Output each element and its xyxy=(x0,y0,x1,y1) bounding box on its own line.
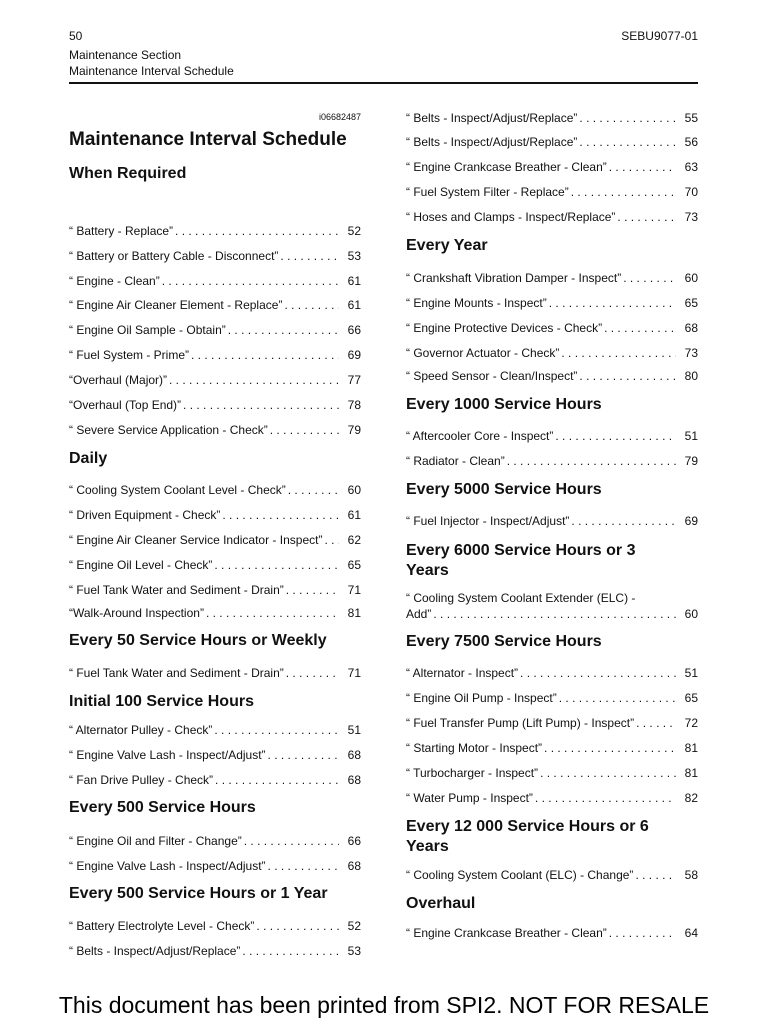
entry-page: 68 xyxy=(347,773,361,787)
header-rule xyxy=(69,82,698,84)
entry-page: 66 xyxy=(347,834,361,848)
entry-text: “ Battery or Battery Cable - Disconnect” xyxy=(69,249,279,263)
entry-page: 68 xyxy=(347,748,361,762)
entry-page: 65 xyxy=(347,558,361,572)
dot-leader xyxy=(169,372,339,388)
schedule-entry xyxy=(69,943,361,959)
schedule-entry xyxy=(69,833,361,849)
dot-leader xyxy=(206,605,339,621)
schedule-entry xyxy=(406,665,698,681)
schedule-entry xyxy=(69,372,361,388)
entry-text: “ Engine Mounts - Inspect” xyxy=(406,296,547,310)
entry-page: 51 xyxy=(347,723,361,737)
interval-heading: Every 500 Service Hours or 1 Year xyxy=(69,885,328,902)
interval-heading: Overhaul xyxy=(406,895,476,912)
schedule-entry xyxy=(406,690,698,706)
dot-leader xyxy=(559,690,676,706)
schedule-entry xyxy=(69,397,361,413)
interval-heading: Every Year xyxy=(406,237,488,254)
entry-text: “ Fuel System Filter - Replace” xyxy=(406,185,569,199)
entry-text-line2: Add” xyxy=(406,607,432,621)
interval-heading: Every 50 Service Hours or Weekly xyxy=(69,632,327,649)
schedule-entry xyxy=(69,322,361,338)
entry-text: “ Engine Oil Pump - Inspect” xyxy=(406,691,557,705)
entry-text: “ Speed Sensor - Clean/Inspect” xyxy=(406,369,578,383)
entry-text: “ Turbocharger - Inspect” xyxy=(406,766,539,780)
interval-heading: Every 1000 Service Hours xyxy=(406,396,602,413)
schedule-entry xyxy=(69,858,361,874)
dot-leader xyxy=(256,918,339,934)
interval-heading: Daily xyxy=(69,450,108,467)
dot-leader xyxy=(244,833,339,849)
dot-leader xyxy=(162,273,339,289)
dot-leader xyxy=(540,765,676,781)
dot-leader xyxy=(284,297,339,313)
dot-leader xyxy=(222,507,339,523)
entry-page: 51 xyxy=(684,666,698,680)
entry-page: 68 xyxy=(347,859,361,873)
schedule-entry xyxy=(69,507,361,523)
print-notice: This document has been printed from SPI2. NOT FOR RESALE xyxy=(58,992,710,1018)
entry-text: “ Engine Protective Devices - Check” xyxy=(406,321,603,335)
entry-text: “ Fan Drive Pulley - Check” xyxy=(69,773,214,787)
dot-leader xyxy=(215,772,339,788)
dot-leader xyxy=(286,582,339,598)
dot-leader xyxy=(549,295,676,311)
entry-page: 52 xyxy=(347,919,361,933)
schedule-entry xyxy=(69,482,361,498)
schedule-entry xyxy=(69,665,361,681)
entry-text: “ Alternator - Inspect” xyxy=(406,666,519,680)
entry-text: “ Belts - Inspect/Adjust/Replace” xyxy=(406,135,578,149)
dot-leader xyxy=(191,347,339,363)
entry-text: “Overhaul (Top End)” xyxy=(69,398,182,412)
entry-page: 77 xyxy=(347,373,361,387)
entry-text: “ Starting Motor - Inspect” xyxy=(406,741,543,755)
schedule-entry xyxy=(69,297,361,313)
schedule-entry xyxy=(406,184,698,200)
dot-leader xyxy=(604,320,676,336)
entry-text: “ Aftercooler Core - Inspect” xyxy=(406,429,554,443)
schedule-entry xyxy=(69,918,361,934)
dot-leader xyxy=(571,513,676,529)
entry-page: 72 xyxy=(684,716,698,730)
dot-leader xyxy=(544,740,676,756)
schedule-entry xyxy=(406,428,698,444)
page-number: 50 xyxy=(69,29,83,43)
entry-text: “ Governor Actuator - Check” xyxy=(406,346,560,360)
entry-page: 51 xyxy=(684,429,698,443)
entry-text: “ Engine Valve Lash - Inspect/Adjust” xyxy=(69,859,266,873)
dot-leader xyxy=(228,322,339,338)
dot-leader xyxy=(433,606,676,622)
interval-heading: Every 6000 Service Hours or 3 Years xyxy=(406,542,636,579)
dot-leader xyxy=(324,532,339,548)
entry-page: 71 xyxy=(347,666,361,680)
interval-heading: Initial 100 Service Hours xyxy=(69,693,254,710)
dot-leader xyxy=(175,223,339,239)
dot-leader xyxy=(270,422,339,438)
entry-text: “ Battery Electrolyte Level - Check” xyxy=(69,919,255,933)
dot-leader xyxy=(268,858,339,874)
document-number: SEBU9077-01 xyxy=(621,29,698,43)
entry-page: 61 xyxy=(347,274,361,288)
entry-page: 71 xyxy=(347,583,361,597)
entry-text: “ Water Pump - Inspect” xyxy=(406,791,533,805)
page-title: Maintenance Interval Schedule xyxy=(69,129,347,150)
schedule-entry xyxy=(406,345,698,361)
entry-text: “ Severe Service Application - Check” xyxy=(69,423,268,437)
entry-page: 56 xyxy=(684,135,698,149)
entry-text: “ Crankshaft Vibration Damper - Inspect” xyxy=(406,271,622,285)
dot-leader xyxy=(183,397,339,413)
interval-heading: Every 5000 Service Hours xyxy=(406,481,602,498)
schedule-entry xyxy=(69,273,361,289)
entry-page: 78 xyxy=(347,398,361,412)
schedule-entry xyxy=(406,867,698,883)
dot-leader xyxy=(214,557,339,573)
entry-text: “ Battery - Replace” xyxy=(69,224,174,238)
entry-text: “ Fuel Tank Water and Sediment - Drain” xyxy=(69,583,284,597)
schedule-entry xyxy=(406,765,698,781)
entry-text: “Overhaul (Major)” xyxy=(69,373,168,387)
dot-leader xyxy=(635,867,676,883)
schedule-entry xyxy=(69,747,361,763)
schedule-entry xyxy=(406,740,698,756)
section-label: Maintenance Section xyxy=(69,48,182,62)
doc-id: i06682487 xyxy=(318,112,361,122)
dot-leader xyxy=(242,943,339,959)
entry-page: 81 xyxy=(684,766,698,780)
schedule-entry xyxy=(69,557,361,573)
entry-text: “ Engine Oil Level - Check” xyxy=(69,558,213,572)
schedule-entry xyxy=(69,772,361,788)
schedule-entry xyxy=(406,715,698,731)
schedule-entry xyxy=(69,582,361,598)
entry-page: 79 xyxy=(684,454,698,468)
schedule-entry xyxy=(406,453,698,469)
entry-text: “Walk-Around Inspection” xyxy=(69,606,204,620)
schedule-entry xyxy=(406,209,698,225)
entry-page: 70 xyxy=(684,185,698,199)
dot-leader xyxy=(609,925,676,941)
entry-page: 60 xyxy=(347,483,361,497)
dot-leader xyxy=(636,715,676,731)
dot-leader xyxy=(535,790,676,806)
dot-leader xyxy=(507,453,676,469)
schedule-entry xyxy=(406,925,698,941)
dot-leader xyxy=(623,270,676,286)
schedule-entry xyxy=(69,422,361,438)
entry-page: 66 xyxy=(347,323,361,337)
entry-text: “ Engine Valve Lash - Inspect/Adjust” xyxy=(69,748,266,762)
dot-leader xyxy=(579,134,676,150)
schedule-entry xyxy=(406,159,698,175)
schedule-entry xyxy=(69,722,361,738)
entry-text: “ Engine Crankcase Breather - Clean” xyxy=(406,160,607,174)
entry-text: “ Fuel System - Prime” xyxy=(69,348,190,362)
entry-page: 73 xyxy=(684,346,698,360)
dot-leader xyxy=(268,747,339,763)
dot-leader xyxy=(571,184,676,200)
entry-page: 65 xyxy=(684,296,698,310)
dot-leader xyxy=(579,110,676,126)
entry-text: “ Fuel Transfer Pump (Lift Pump) - Inspect” xyxy=(406,716,635,730)
entry-text: “ Cooling System Coolant (ELC) - Change” xyxy=(406,868,634,882)
dot-leader xyxy=(520,665,676,681)
entry-text: “ Hoses and Clamps - Inspect/Replace” xyxy=(406,210,616,224)
entry-page: 82 xyxy=(684,791,698,805)
dot-leader xyxy=(214,722,339,738)
dot-leader xyxy=(561,345,676,361)
entry-page: 79 xyxy=(347,423,361,437)
dot-leader xyxy=(286,665,339,681)
schedule-entry xyxy=(69,605,361,621)
entry-page: 60 xyxy=(684,271,698,285)
entry-page: 61 xyxy=(347,508,361,522)
schedule-entry xyxy=(69,532,361,548)
entry-page: 53 xyxy=(347,249,361,263)
entry-text: “ Engine Crankcase Breather - Clean” xyxy=(406,926,607,940)
entry-text: “ Radiator - Clean” xyxy=(406,454,505,468)
entry-page: 60 xyxy=(684,607,698,621)
interval-heading: When Required xyxy=(69,165,187,182)
entry-text: “ Fuel Injector - Inspect/Adjust” xyxy=(406,514,570,528)
schedule-entry xyxy=(406,368,698,384)
entry-text: “ Engine Oil Sample - Obtain” xyxy=(69,323,226,337)
entry-text: “ Engine Air Cleaner Element - Replace” xyxy=(69,298,283,312)
entry-page: 55 xyxy=(684,111,698,125)
schedule-entry xyxy=(406,320,698,336)
dot-leader xyxy=(609,159,676,175)
entry-page: 81 xyxy=(347,606,361,620)
entry-text: “ Driven Equipment - Check” xyxy=(69,508,221,522)
entry-page: 80 xyxy=(684,369,698,383)
subsection-label: Maintenance Interval Schedule xyxy=(69,64,234,78)
schedule-entry xyxy=(69,347,361,363)
schedule-entry xyxy=(406,590,698,622)
entry-page: 69 xyxy=(684,514,698,528)
schedule-entry xyxy=(406,134,698,150)
entry-text: “ Alternator Pulley - Check” xyxy=(69,723,213,737)
entry-text: “ Engine Oil and Filter - Change” xyxy=(69,834,242,848)
schedule-entry xyxy=(69,248,361,264)
entry-page: 69 xyxy=(347,348,361,362)
entry-page: 58 xyxy=(684,868,698,882)
dot-leader xyxy=(288,482,339,498)
interval-heading: Every 500 Service Hours xyxy=(69,799,256,816)
entry-page: 64 xyxy=(684,926,698,940)
entry-text: “ Fuel Tank Water and Sediment - Drain” xyxy=(69,666,284,680)
entry-page: 63 xyxy=(684,160,698,174)
interval-heading: Every 7500 Service Hours xyxy=(406,633,602,650)
schedule-entry xyxy=(406,790,698,806)
entry-page: 61 xyxy=(347,298,361,312)
schedule-entry xyxy=(406,295,698,311)
entry-page: 53 xyxy=(347,944,361,958)
entry-text: “ Belts - Inspect/Adjust/Replace” xyxy=(406,111,578,125)
entry-text: “ Engine Air Cleaner Service Indicator - Inspect” xyxy=(69,533,323,547)
entry-page: 52 xyxy=(347,224,361,238)
entry-text: “ Belts - Inspect/Adjust/Replace” xyxy=(69,944,241,958)
dot-leader xyxy=(579,368,676,384)
entry-page: 62 xyxy=(347,533,361,547)
entry-page: 68 xyxy=(684,321,698,335)
dot-leader xyxy=(617,209,676,225)
schedule-entry xyxy=(406,513,698,529)
entry-text: “ Cooling System Coolant Level - Check” xyxy=(69,483,286,497)
schedule-entry xyxy=(406,110,698,126)
entry-page: 81 xyxy=(684,741,698,755)
entry-page: 65 xyxy=(684,691,698,705)
entry-page: 73 xyxy=(684,210,698,224)
interval-heading: Every 12 000 Service Hours or 6 Years xyxy=(406,818,649,855)
dot-leader xyxy=(280,248,339,264)
dot-leader xyxy=(555,428,676,444)
entry-text-line1: “ Cooling System Coolant Extender (ELC) - xyxy=(406,591,636,605)
entry-text: “ Engine - Clean” xyxy=(69,274,160,288)
schedule-entry xyxy=(406,270,698,286)
schedule-entry xyxy=(69,223,361,239)
